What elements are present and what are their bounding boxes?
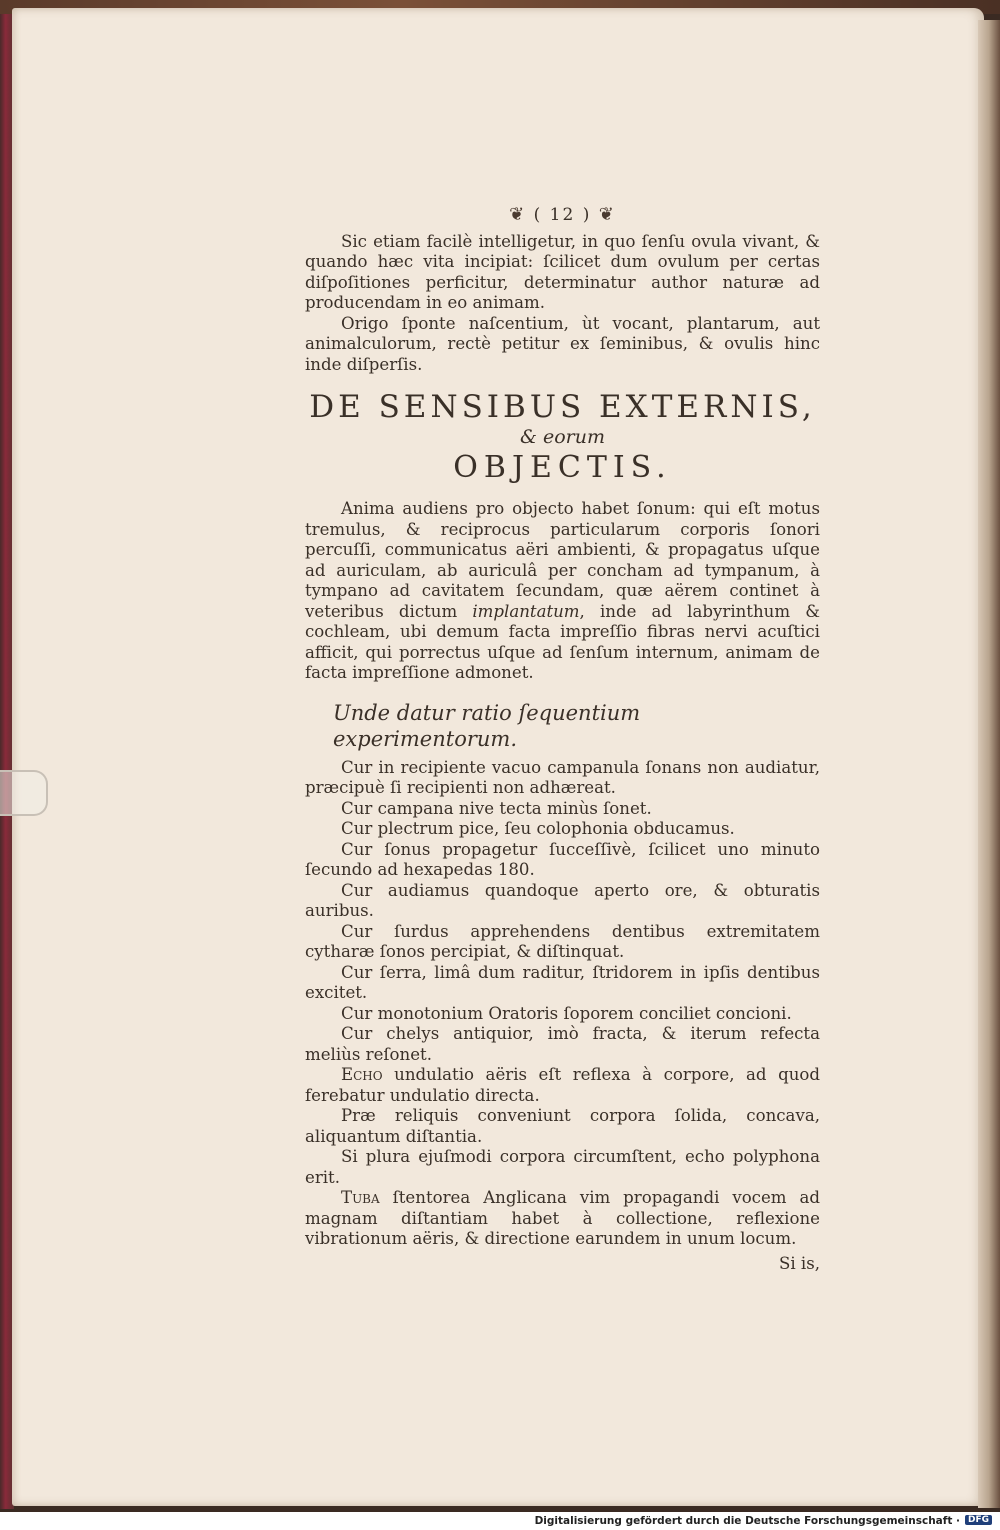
paragraph-si: Si plura ejuſmodi corpora circumſtent, echo polyphona erit. bbox=[305, 1147, 820, 1187]
footer-text: Digitalisierung gefördert durch die Deutsche Forschungsgemeinschaft · bbox=[534, 1515, 960, 1527]
tuba-term: Tuba bbox=[341, 1188, 380, 1207]
paragraph-anima-a: Anima audiens pro objecto habet ſonum: qui eſt motus tremulus, & reciprocus particularum corporis ſonori percuſſi, communicatus aëri ambienti, & propagatus uſque ad auriculam, ab auriculâ per concham ad tympanum, à tympano ad cavitatem ſecundam, quæ aërem continet à veteribus dictum bbox=[305, 499, 820, 621]
page-tab-marker bbox=[0, 770, 48, 816]
list-item: Cur ſerra, limâ dum raditur, ſtridorem in ipſis dentibus excitet. bbox=[305, 962, 820, 1002]
term-implantatum: implantatum bbox=[472, 601, 580, 621]
page-stack-edge bbox=[978, 20, 1000, 1508]
list-item: Cur chelys antiquior, imò fracta, & iterum refecta meliùs reſonet. bbox=[305, 1024, 820, 1064]
ornament-left-icon: ❦ bbox=[509, 204, 527, 225]
list-item: Cur ſonus propagetur ſucceſſivè, ſcilicet uno minuto ſecundo ad hexapedas 180. bbox=[305, 839, 820, 879]
page-text bbox=[305, 205, 820, 1274]
list-item: Cur campana nive tecta minùs ſonet. bbox=[341, 798, 652, 818]
tuba-text: ſtentorea Anglicana vim propagandi vocem ad magnam diſtantiam habet à collectione, reflexione vibrationum aëris, & directione earundem in unum locum. bbox=[305, 1188, 820, 1248]
list-item: Cur audiamus quandoque aperto ore, & obturatis auribus. bbox=[305, 880, 820, 920]
section-title-objects: OBJECTIS. bbox=[453, 450, 672, 485]
page-number: ( 12 ) bbox=[533, 205, 592, 225]
list-item: Cur in recipiente vacuo campanula ſonans non audiatur, præcipuè ſi recipienti non adhæreat. bbox=[305, 757, 820, 797]
paragraph-echo bbox=[305, 1065, 820, 1106]
paragraph-prae: Præ reliquis conveniunt corpora ſolida, concava, aliquantum diſtantia. bbox=[305, 1106, 820, 1146]
page-header bbox=[305, 205, 820, 226]
ornament-right-icon: ❦ bbox=[598, 204, 616, 225]
list-item: Cur monotonium Oratoris ſoporem conciliet concioni. bbox=[341, 1003, 792, 1023]
digitization-footer bbox=[0, 1512, 1000, 1530]
catchword: Si is, bbox=[778, 1253, 820, 1273]
paragraph-2: Origo ſponte naſcentium, ùt vocant, plantarum, aut animalculorum, rectè petitur ex ſeminibus, & ovulis hinc inde diſperſis. bbox=[305, 313, 820, 374]
echo-term: Echo bbox=[341, 1065, 383, 1084]
list-item: Cur plectrum pice, ſeu colophonia obducamus. bbox=[341, 819, 735, 838]
subsection-title: Unde datur ratio ſequentium experimentorum. bbox=[333, 700, 641, 751]
paragraph-anima-b: , inde ad labyrinthum & cochleam, ubi demum facta impreſſio fibras nervi acuſtici afficit, qui porrectus uſque ad ſenſum internum, animam de facta impreſſione admonet. bbox=[305, 601, 820, 682]
section-title: DE SENSIBUS EXTERNIS, bbox=[309, 389, 816, 425]
list-item: Cur ſurdus apprehendens dentibus extremitatem cytharæ ſonos percipiat, & diſtinquat. bbox=[305, 921, 820, 961]
dfg-logo: DFG bbox=[965, 1515, 992, 1525]
section-title-connector: & eorum bbox=[520, 426, 605, 448]
paragraph-tuba bbox=[305, 1188, 820, 1250]
echo-text: undulatio aëris eſt reflexa à corpore, ad quod ferebatur undulatio directa. bbox=[305, 1065, 820, 1105]
paragraph-anima bbox=[305, 499, 820, 684]
paragraph-1: Sic etiam facilè intelligetur, in quo ſenſu ovula vivant, & quando hæc vita incipiat: ſcilicet dum ovulum per certas diſpoſitiones perficitur, determinatur author naturæ ad producendam in eo animam. bbox=[305, 231, 820, 312]
